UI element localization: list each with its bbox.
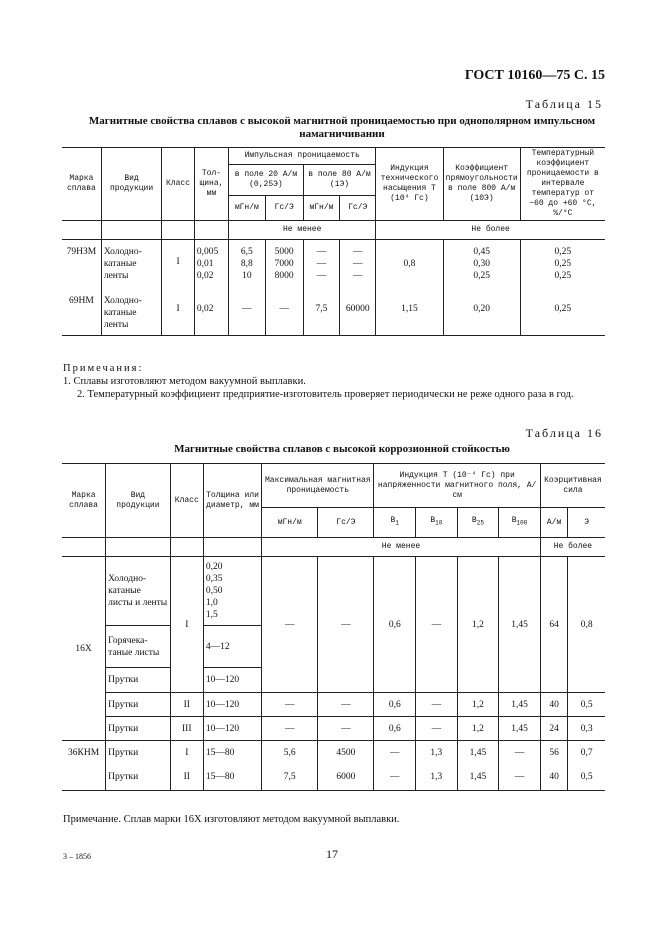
product-cell: Холодно-катаные ленты [101, 283, 161, 336]
value: 1,2 [457, 557, 499, 693]
value: — [262, 557, 318, 693]
value: 0,01 [196, 259, 214, 269]
value: 0,25 [554, 259, 572, 269]
value: 0,5 [568, 693, 605, 717]
value: 0,6 [374, 557, 416, 693]
col-induction: Индукция технического насыщения Т (10⁴ Гс) [376, 148, 443, 221]
value: 0,25 [554, 247, 572, 257]
value: 5000 [274, 247, 294, 257]
value: 0,02 [196, 271, 214, 281]
table-15-title: Магнитные свойства сплавов с высокой магнитной проницаемостью при однополярном импульсном намагничивании [88, 115, 596, 140]
value: 0,50 [205, 586, 223, 596]
value: — [262, 717, 318, 741]
unit-gs-oe: Гс/Э [265, 196, 303, 221]
value: 1,45 [457, 765, 499, 791]
value: 1,45 [499, 693, 541, 717]
value: 64 [540, 557, 568, 693]
value: 0,25 [520, 283, 605, 336]
value: 7,5 [262, 765, 318, 791]
product-cell: Прутки [106, 741, 170, 765]
class-cell: I [170, 741, 203, 765]
col-impulse: Импульсная проницаемость [229, 148, 376, 165]
class-cell: I [162, 240, 195, 284]
value: — [416, 693, 458, 717]
value: 4—12 [203, 626, 261, 668]
col-temp-coef: Температурный коэффициент проницаемости в интервале температур от −60 до +60 °С, %/°С [520, 148, 605, 221]
value: 0,8 [568, 557, 605, 693]
table-15-label: Таблица 15 [525, 97, 603, 111]
col-b100: $B_{100}$ [499, 508, 541, 538]
value: 1,15 [376, 283, 443, 336]
value: — [374, 765, 416, 791]
value: — [316, 247, 327, 257]
class-cell: I [162, 283, 195, 336]
value: 1,3 [416, 741, 458, 765]
value: 10—120 [203, 668, 261, 693]
col-induction: Индукция Т (10⁻⁴ Гс) при напряженности магнитного поля, А/см [374, 464, 540, 508]
value: 7000 [274, 259, 294, 269]
print-code: 3 – 1856 [63, 852, 91, 861]
page-header: ГОСТ 10160—75 С. 15 [464, 68, 605, 83]
value: 0,30 [473, 259, 490, 269]
unit-mh-m: мГн/м [303, 196, 339, 221]
value: 1,0 [205, 598, 218, 608]
value: 0,6 [374, 693, 416, 717]
value: 0,35 [205, 574, 223, 584]
not-more: Не более [540, 538, 605, 557]
class-cell: II [170, 693, 203, 717]
value: 1,2 [457, 717, 499, 741]
value: 7,5 [303, 283, 339, 336]
value: — [316, 271, 327, 281]
unit-oe: Э [568, 508, 605, 538]
unit-gs-oe: Гс/Э [318, 508, 374, 538]
table-16 [62, 463, 605, 791]
value: 15—80 [203, 741, 261, 765]
page-number: 17 [326, 847, 338, 861]
col-grade: Марка сплава [62, 464, 106, 538]
value: 0,45 [473, 247, 490, 257]
value: 40 [540, 693, 568, 717]
product-cell: Прутки [106, 717, 170, 741]
value: 0,25 [473, 271, 490, 281]
grade-cell: 79НЗМ [62, 240, 101, 284]
unit-mh-m: мГн/м [262, 508, 318, 538]
col-coercivity: Коэрцитивная сила [540, 464, 605, 508]
product-cell: Холодно-катаные ленты [101, 240, 161, 284]
value: 8000 [274, 271, 294, 281]
unit-mh-m: мГн/м [229, 196, 265, 221]
value: 0,6 [374, 717, 416, 741]
col-class: Класс [170, 464, 203, 538]
value: — [318, 693, 374, 717]
value: — [262, 693, 318, 717]
value: 0,7 [580, 747, 593, 758]
table-16-title: Магнитные свойства сплавов с высокой коррозионной стойкостью [174, 443, 510, 455]
value: 1,45 [499, 717, 541, 741]
value: 40 [540, 765, 568, 791]
value: — [416, 717, 458, 741]
value: — [352, 259, 363, 269]
value: 6,5 [240, 247, 253, 257]
table-15-notes [63, 362, 603, 401]
class-cell: II [170, 765, 203, 791]
value: — [318, 557, 374, 693]
value: 10—120 [203, 717, 261, 741]
value: 1,3 [416, 765, 458, 791]
product-cell: Горячека-таные листы [106, 626, 170, 668]
value: 24 [540, 717, 568, 741]
value: — [374, 741, 416, 765]
value: — [316, 259, 327, 269]
product-cell: Холодно-катаные листы и ленты [106, 557, 170, 626]
value: — [229, 283, 265, 336]
unit-gs-oe: Гс/Э [340, 196, 376, 221]
col-product: Вид продукции [106, 464, 170, 538]
col-b1: $B_1$ [374, 508, 416, 538]
value: — [352, 247, 363, 257]
grade-cell: 16Х [62, 557, 106, 741]
notes-title: Примечания: [63, 363, 144, 374]
value: — [352, 271, 363, 281]
value: 0,5 [568, 765, 605, 791]
value: 0,20 [205, 562, 223, 572]
value: — [318, 717, 374, 741]
value: 60000 [340, 283, 376, 336]
grade-cell: 36КНМ [62, 741, 106, 765]
product-cell: Прутки [106, 668, 170, 693]
value: 0,02 [194, 283, 228, 336]
col-b25: $B_{25}$ [457, 508, 499, 538]
table-15 [62, 147, 605, 336]
value: 10 [242, 271, 252, 281]
unit-a-m: А/м [540, 508, 568, 538]
col-class: Класс [162, 148, 195, 221]
col-rectangularity: Коэффициент прямоугольности в поле 800 А/м (10Э) [443, 148, 520, 221]
value: 10—120 [203, 693, 261, 717]
not-less: Не менее [262, 538, 541, 557]
value: 0,25 [554, 271, 572, 281]
value: 1,2 [457, 693, 499, 717]
value: — [265, 283, 303, 336]
value: — [499, 765, 541, 791]
value: 1,45 [499, 557, 541, 693]
not-less: Не менее [229, 221, 376, 240]
col-grade: Марка сплава [62, 148, 101, 221]
not-more: Не более [376, 221, 605, 240]
value: 0,20 [443, 283, 520, 336]
value: 0,005 [196, 247, 219, 257]
value: 15—80 [203, 765, 261, 791]
value: — [416, 557, 458, 693]
col-thickness: Толщина или диаметр, мм [203, 464, 261, 538]
class-cell: III [170, 717, 203, 741]
col-max-permeability: Максимальная магнитная проницаемость [262, 464, 374, 508]
product-cell: Прутки [106, 765, 170, 791]
table-16-label: Таблица 16 [525, 426, 603, 440]
col-b10: $B_{10}$ [416, 508, 458, 538]
table-16-note: Примечание. Сплав марки 16Х изготовляют методом вакуумной выплавки. [63, 814, 400, 825]
col-field-20: в поле 20 А/м (0,25Э) [229, 165, 304, 196]
col-field-80: в поле 80 А/м (1Э) [303, 165, 376, 196]
value: 56 [540, 741, 568, 765]
grade-cell: 69НМ [62, 283, 101, 336]
value: — [499, 741, 541, 765]
value: 0,3 [568, 717, 605, 741]
col-thickness: Тол-щина, мм [194, 148, 228, 221]
col-product: Вид продукции [101, 148, 161, 221]
note-1: 1. Сплавы изготовляют методом вакуумной выплавки. [63, 376, 306, 387]
product-cell: Прутки [106, 693, 170, 717]
value: 1,45 [457, 741, 499, 765]
value: 0,8 [376, 240, 443, 284]
note-2: 2. Температурный коэффициент предприятие-изготовитель проверяет периодически не реже одного раза в год. [77, 389, 574, 400]
value: 4500 [318, 741, 374, 765]
value: 1,5 [205, 610, 218, 620]
value: 8,8 [240, 259, 253, 269]
value: 6000 [318, 765, 374, 791]
value: 5,6 [262, 741, 318, 765]
class-cell: I [170, 557, 203, 693]
